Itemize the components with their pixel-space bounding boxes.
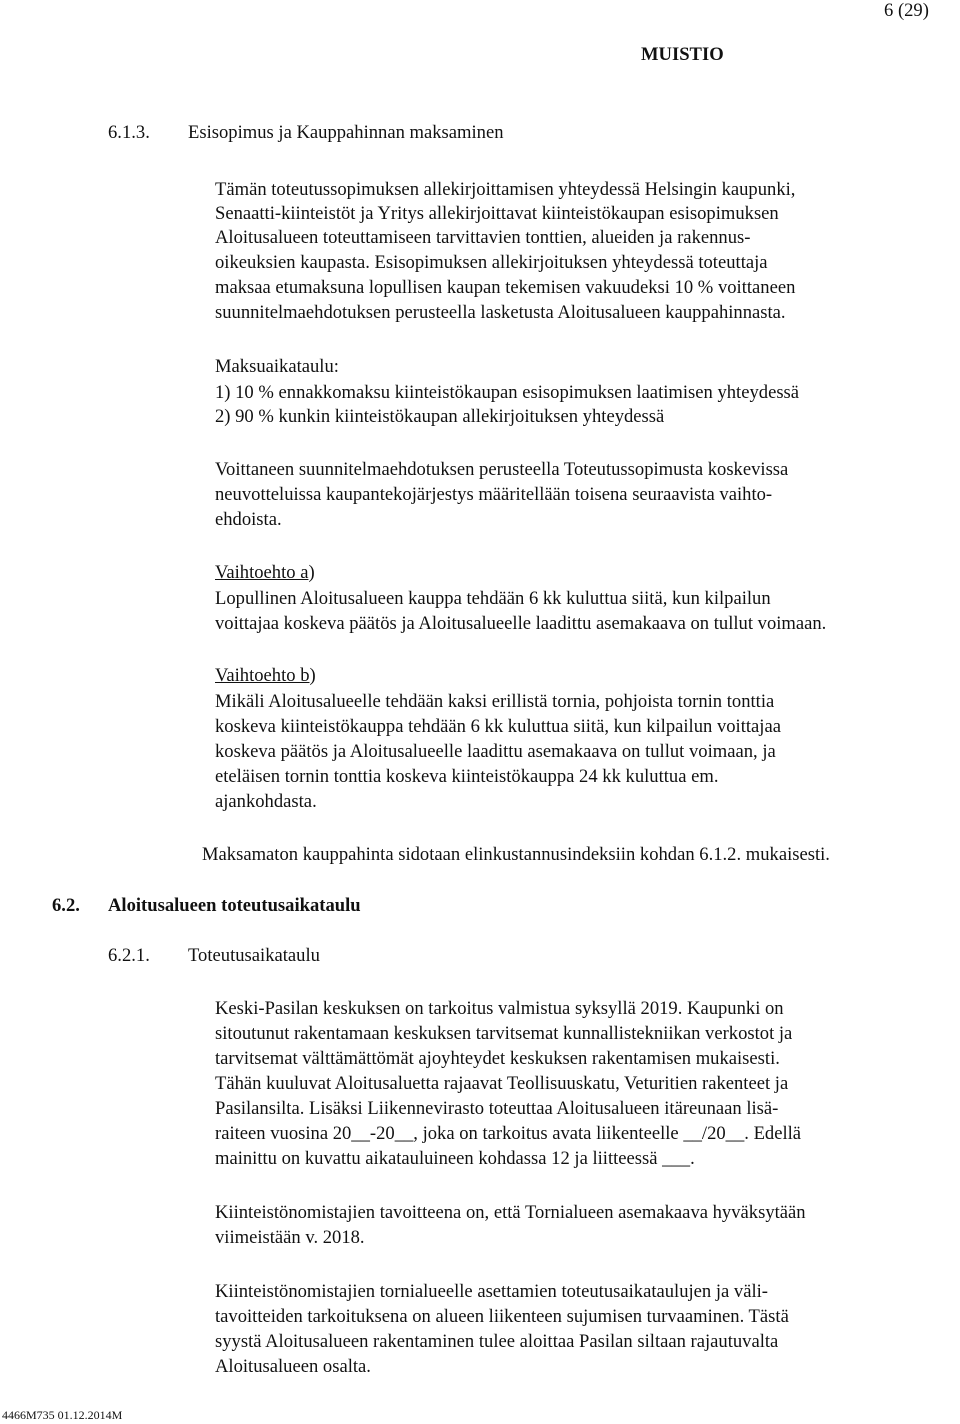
text-line: koskeva päätös ja Aloitusalueelle laadittu asemakaava on tullut voimaan, ja [215, 741, 776, 762]
option-a-title [215, 561, 315, 585]
document-type: MUISTIO [641, 44, 724, 65]
text-line: Mikäli Aloitusalueelle tehdään kaksi erillistä tornia, pohjoista tornin tonttia [215, 691, 775, 712]
text-line: Lopullinen Aloitusalueen kauppa tehdään 6 kk kuluttua siitä, kun kilpailun [215, 588, 771, 609]
text-line: suunnitelmaehdotuksen perusteella lasketusta Aloitusalueen kauppahinnasta. [215, 302, 786, 323]
text-line: maksaa etumaksuna lopullisen kaupan tekemisen vakuudeksi 10 % voittaneen [215, 277, 796, 298]
text-line: ehdoista. [215, 509, 282, 530]
text-line: viimeistään v. 2018. [215, 1227, 365, 1248]
text-line: voittajaa koskeva päätös ja Aloitusalueelle laadittu asemakaava on tullut voimaan. [215, 613, 827, 634]
section-title-6-1-3: Esisopimus ja Kauppahinnan maksaminen [188, 122, 504, 143]
section-number-6-1-3: 6.1.3. [108, 122, 150, 143]
document-id: 4466M735 01.12.2014M [2, 1408, 123, 1422]
page-number: 6 (29) [884, 0, 929, 21]
text-line: mainittu on kuvattu aikatauluineen kohdassa 12 ja liitteessä ___. [215, 1148, 695, 1169]
text-line: syystä Aloitusalueen rakentaminen tulee aloittaa Pasilan siltaan rajautuvalta [215, 1331, 779, 1352]
text-line: Voittaneen suunnitelmaehdotuksen perusteella Toteutussopimusta koskevissa [215, 459, 789, 480]
text-line: Kiinteistönomistajien tornialueelle asettamien toteutusaikataulujen ja väli- [215, 1281, 769, 1302]
schedule-item: 2) 90 % kunkin kiinteistökaupan allekirjoituksen yhteydessä [215, 406, 665, 427]
schedule-label: Maksuaikataulu: [215, 356, 339, 377]
text-line: Kiinteistönomistajien tavoitteena on, että Tornialueen asemakaava hyväksytään [215, 1202, 806, 1223]
text-line: raiteen vuosina 20__-20__, joka on tarkoitus avata liikenteelle __/20__. Edellä [215, 1123, 802, 1144]
text-line: Tähän kuuluvat Aloitusaluetta rajaavat Teollisuuskatu, Veturitien rakenteet ja [215, 1073, 789, 1094]
option-a-title-text: Vaihtoehto a [215, 562, 309, 583]
section-number-6-2-1: 6.2.1. [108, 945, 150, 966]
option-a-paren: ) [308, 562, 315, 583]
text-line: neuvotteluissa kaupantekojärjestys määritellään toisena seuraavista vaihto- [215, 484, 773, 505]
text-line: tarvitsemat välttämättömät ajoyhteydet keskuksen rakentamisen mukaisesti. [215, 1048, 780, 1069]
text-line: tavoitteiden tarkoituksena on alueen liikenteen sujumisen turvaaminen. Tästä [215, 1306, 789, 1327]
schedule-item: 1) 10 % ennakkomaksu kiinteistökaupan esisopimuksen laatimisen yhteydessä [215, 382, 800, 403]
option-b-title-text: Vaihtoehto b [215, 665, 310, 686]
section-title-6-2-1: Toteutusaikataulu [188, 945, 320, 966]
text-line: ajankohdasta. [215, 791, 317, 812]
text-line: Senaatti-kiinteistöt ja Yritys allekirjoittavat kiinteistökaupan esisopimuksen [215, 203, 779, 224]
text-line: Aloitusalueen toteuttamiseen tarvittavien tonttien, alueiden ja rakennus- [215, 227, 751, 248]
section-title-6-2: Aloitusalueen toteutusaikataulu [108, 895, 361, 916]
text-line: Pasilansilta. Lisäksi Liikennevirasto toteuttaa Aloitusalueen itäreunaan lisä- [215, 1098, 779, 1119]
text-line: sitoutunut rakentamaan keskuksen tarvitsemat kunnallistekniikan verkostot ja [215, 1023, 793, 1044]
text-line: Keski-Pasilan keskuksen on tarkoitus valmistua syksyllä 2019. Kaupunki on [215, 998, 784, 1019]
text-line: koskeva kiinteistökauppa tehdään 6 kk kuluttua siitä, kun kilpailun voittajaa [215, 716, 781, 737]
text-line: oikeuksien kaupasta. Esisopimuksen allekirjoituksen yhteydessä toteuttaja [215, 252, 768, 273]
text-line: eteläisen tornin tonttia koskeva kiinteistökauppa 24 kk kuluttua em. [215, 766, 719, 787]
text-line: Aloitusalueen osalta. [215, 1356, 371, 1377]
option-b-paren: ) [309, 665, 316, 686]
indexation-note: Maksamaton kauppahinta sidotaan elinkustannusindeksiin kohdan 6.1.2. mukaisesti. [202, 844, 830, 865]
text-line: Tämän toteutussopimuksen allekirjoittamisen yhteydessä Helsingin kaupunki, [215, 179, 796, 200]
section-number-6-2: 6.2. [52, 895, 80, 916]
option-b-title [215, 664, 316, 688]
